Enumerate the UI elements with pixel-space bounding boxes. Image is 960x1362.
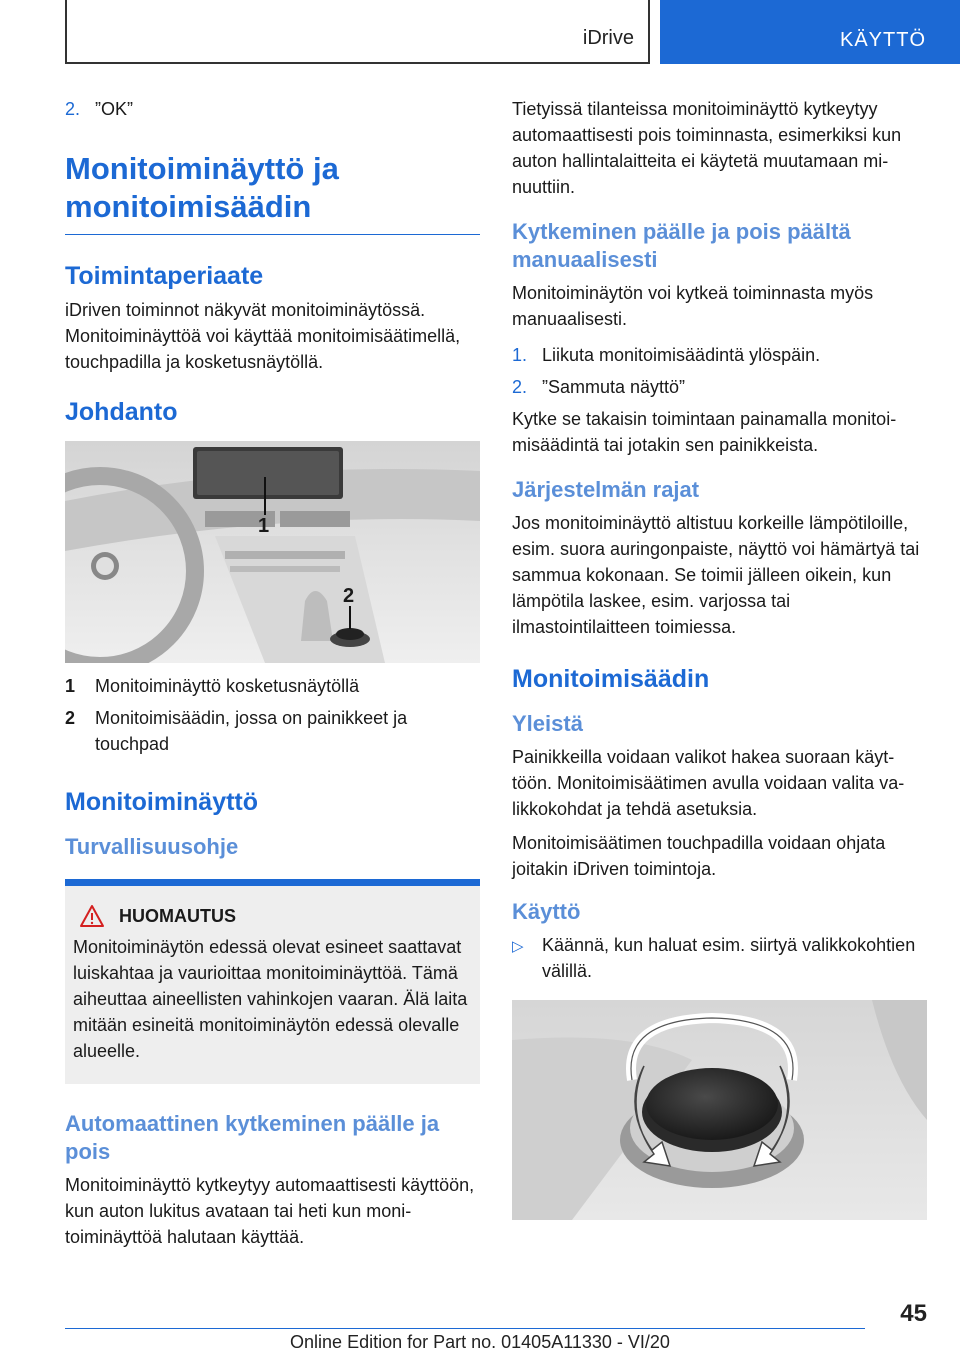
step-number: 2.: [512, 377, 528, 397]
footer-divider: [65, 1328, 865, 1329]
manual-heading: Kytkeminen päälle ja pois päältä manuaalisesti: [512, 219, 851, 272]
figure-callout-1: 1: [258, 515, 270, 537]
step-item: [65, 96, 480, 122]
legend-item: [65, 705, 480, 757]
auto-heading: Automaattinen kytkeminen päälle ja pois: [65, 1111, 440, 1164]
warning-title-row: [73, 904, 472, 928]
chapter-heading: Monitoiminäyttö ja monitoimisäädin: [65, 150, 480, 235]
warning-triangle-icon: [79, 904, 105, 928]
right-column: [512, 96, 927, 1220]
auto-continued-text: Tietyissä tilanteissa monitoiminäyttö kytkeytyy automaattisesti pois toiminnasta, esimerkiksi kun auton hallintalaitteita ei käytetä muutamaan minuuttiin.: [512, 99, 902, 197]
manual-text: Monitoiminäytön voi kytkeä toiminnasta myös manuaalisesti.: [512, 283, 874, 329]
safety-heading: Turvallisuusohje: [65, 834, 239, 859]
limits-text: Jos monitoiminäyttö altistuu korkeille lämpötiloille, esim. suora auringonpaiste, näyttö voi hämärtyä tai sammua kokonaan. Se toimii jälleen oikein, kun lämpötila laskee, esim. varjossa tai ilmastointilaitteen toimiessa.: [512, 513, 920, 637]
header-section-label: iDrive: [582, 27, 634, 49]
step-text: Liikuta monitoimisäädintä ylöspäin.: [542, 345, 821, 365]
principle-heading: Toimintaperiaate: [65, 262, 264, 290]
general-text-2: Monitoimisäätimen touchpadilla voidaan ohjata joitakin iDriven toimintoja.: [512, 833, 886, 879]
step-text: ”Sammuta näyttö”: [542, 377, 686, 397]
warning-box: [65, 879, 480, 1084]
header-chapter-label: KÄYTTÖ: [839, 29, 926, 51]
legend-number: 1: [65, 676, 76, 696]
figure-callout-2: 2: [343, 585, 355, 607]
legend-text: Monitoimisäädin, jossa on painikkeet ja touchpad: [95, 708, 408, 754]
footer-edition: Online Edition for Part no. 01405A11330 - VI/20: [290, 1332, 670, 1352]
display-heading: Monitoiminäyttö: [65, 788, 259, 816]
dashboard-drawing: [65, 441, 480, 663]
warning-title: HUOMAUTUS: [119, 905, 236, 926]
usage-heading: Käyttö: [512, 899, 581, 924]
usage-bullet: [512, 932, 927, 984]
dashboard-illustration: [65, 441, 480, 663]
legend-item: [65, 673, 480, 699]
usage-bullet-text: Käännä, kun haluat esim. siirtyä valikkokohtien välillä.: [542, 935, 916, 981]
left-column: [65, 96, 480, 1258]
step-number: 2.: [65, 99, 81, 119]
intro-heading: Johdanto: [65, 398, 178, 426]
controller-illustration: [512, 1000, 927, 1220]
step-text: ”OK”: [95, 99, 133, 119]
bullet-triangle-icon: ▷: [512, 938, 524, 955]
principle-text: iDriven toiminnot näkyvät monitoiminäytössä. Monitoiminäyttöä voi käyttää monitoimisäätimellä, touchpadilla ja kosketusnäytöllä.: [65, 300, 461, 372]
legend-number: 2: [65, 708, 76, 728]
general-heading: Yleistä: [512, 711, 583, 736]
controller-heading: Monitoimisäädin: [512, 665, 710, 693]
auto-text: Monitoiminäyttö kytkeytyy automaattisesti käyttöön, kun auton lukitus avataan tai heti kun monitoiminäyttöä halutaan käyttää.: [65, 1175, 475, 1247]
limits-heading: Järjestelmän rajat: [512, 477, 700, 502]
header-section-box: [65, 0, 650, 64]
manual-after-text: Kytke se takaisin toimintaan painamalla monitoimisäädintä tai jotakin sen painikkeista.: [512, 409, 897, 455]
step-number: 1.: [512, 345, 528, 365]
page-number: 45: [900, 1300, 927, 1327]
step-item: [512, 374, 927, 400]
general-text-1: Painikkeilla voidaan valikot hakea suoraan käyttöön. Monitoimisäätimen avulla voidaan valita valikkokohdat ja tehdä asetuksia.: [512, 747, 905, 819]
header-chapter-tab: [660, 0, 960, 64]
warning-text: Monitoiminäytön edessä olevat esineet saattavat luiskahtaa ja vaurioittaa monitoiminäyttöä. Tämä aiheuttaa aineellisten vahinkojen vaaran. Älä laita mitään esineitä monitoiminäytön edessä olevalle alueelle.: [73, 937, 468, 1061]
controller-drawing: [512, 1000, 927, 1220]
legend-text: Monitoiminäyttö kosketusnäytöllä: [95, 676, 360, 696]
step-item: [512, 342, 927, 368]
